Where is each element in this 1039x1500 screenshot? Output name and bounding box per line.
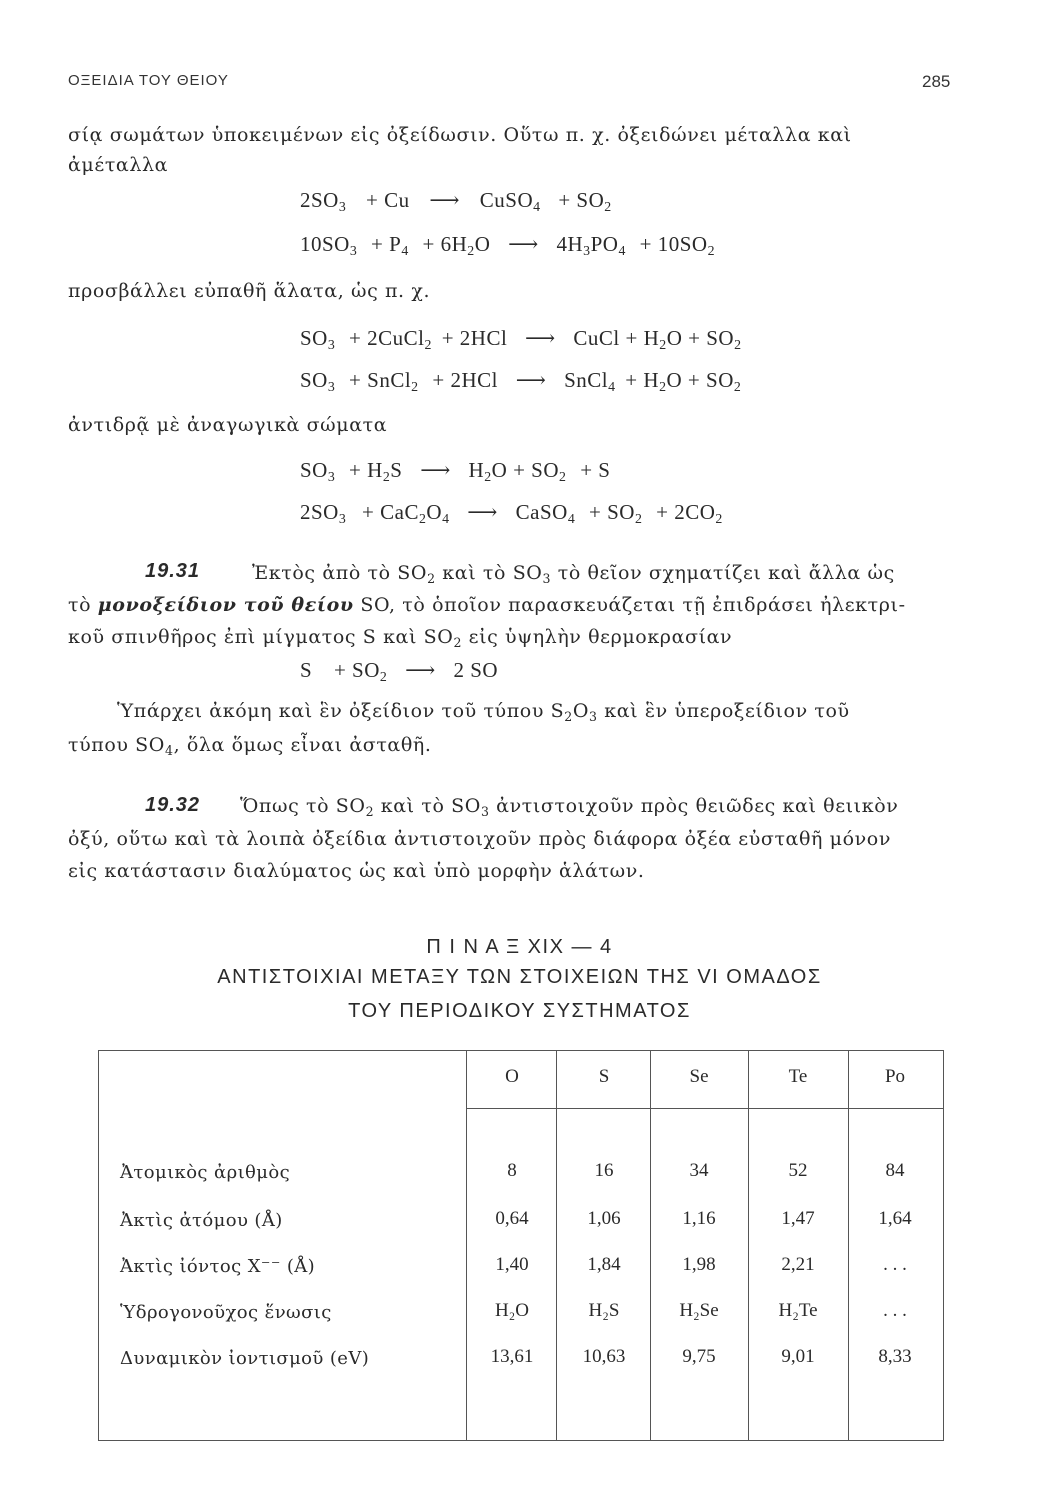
intro-line-2: ἀμέταλλα <box>68 154 169 176</box>
equation-3: $SO_3$ + 2CuCl$_2$ + 2HCl ⟶ CuCl + $H_2O + SO_2$ <box>300 326 742 353</box>
cell-value: 1,64 <box>878 1208 912 1229</box>
cell-value: H₂O <box>494 1300 530 1321</box>
row-label-atomic-radius: Ἀκτὶς ἀτόμου (Å) <box>120 1210 283 1231</box>
table-title-2: ΑΝΤΙΣΤΟΙΧΙΑΙ ΜΕΤΑΞΥ ΤΩΝ ΣΤΟΙΧΕΙΩΝ ΤΗΣ VI ΟΜΑΔΟΣ <box>217 966 822 988</box>
col-header-s: S <box>598 1066 610 1087</box>
cell-value: 2,21 <box>781 1254 815 1275</box>
cell-value: 10,63 <box>582 1346 626 1367</box>
equation-2: $10SO_3 + P_4 + 6H_2O$ ⟶ $4H_3PO_4 + 10SO_2$ <box>300 232 716 259</box>
sec-1932-line-1: Ὅπως τὸ $SO_2$ καὶ τὸ $SO_3$ ἀντιστοιχοῦν πρὸς θειῶδες καὶ θειικὸν <box>240 795 899 819</box>
text-antidra: ἀντιδρᾷ μὲ ἀναγωγικὰ σώματα <box>68 414 388 436</box>
equation-5: $SO_3 + H_2S$ ⟶ $H_2O + SO_2 + S$ <box>300 458 611 485</box>
equation-6: $2SO_3 + CaC_2O_4$ ⟶ CaSO$_4$ + $SO_2 + 2CO_2$ <box>300 500 723 527</box>
cell-value: 0,64 <box>495 1208 529 1229</box>
section-number-19-31: 19.31 <box>145 560 201 582</box>
row-label-ionization-energy: Δυναμικὸν ἰοντισμοῦ (eV) <box>120 1348 370 1369</box>
cell-value: . . . <box>883 1254 907 1275</box>
sec-1931-line-1: Ἐκτὸς ἀπὸ τὸ $SO_2$ καὶ τὸ $SO_3$ τὸ θεῖον σχηματίζει καὶ ἄλλα ὡς <box>252 562 895 586</box>
cell-value: 8 <box>507 1160 517 1181</box>
cell-value: 84 <box>885 1160 905 1181</box>
bold-term-monoxide: μονοξείδιον τοῦ θείου <box>97 594 354 616</box>
cell-value: 1,98 <box>682 1254 716 1275</box>
row-label-ionic-radius: Ἀκτὶς ἰόντος X⁻⁻ (Å) <box>120 1256 316 1277</box>
col-header-te: Te <box>788 1066 808 1087</box>
col-header-o: O <box>505 1066 519 1087</box>
intro-line-1: σίᾳ σωμάτων ὑποκειμένων εἰς ὀξείδωσιν. Οὕτω π. χ. ὀξειδώνει μέταλλα καὶ <box>68 124 852 146</box>
sec-1931-para2-line-2: τύπου $SO_4$, ὅλα ὅμως εἶναι ἀσταθῆ. <box>68 734 432 758</box>
text-prosvallei: προσβάλλει εὐπαθῆ ἅλατα, ὡς π. χ. <box>68 280 431 302</box>
row-label-atomic-number: Ἀτομικὸς ἀριθμὸς <box>120 1162 291 1183</box>
equation-4: $SO_3$ + SnCl$_2$ + 2HCl ⟶ SnCl$_4$ + $H_2O + SO_2$ <box>300 368 742 395</box>
col-header-se: Se <box>689 1066 709 1087</box>
cell-value: 13,61 <box>490 1346 534 1367</box>
cell-value: 16 <box>594 1160 614 1181</box>
cell-value: 34 <box>689 1160 709 1181</box>
cell-value: H₂Te <box>778 1300 818 1321</box>
cell-value: 1,84 <box>587 1254 621 1275</box>
cell-value: 9,75 <box>682 1346 716 1367</box>
cell-value: H₂S <box>588 1300 620 1321</box>
table-title-3: ΤΟΥ ΠΕΡΙΟΔΙΚΟΥ ΣΥΣΤΗΜΑΤΟΣ <box>348 1000 691 1022</box>
sec-1931-line-3: κοῦ σπινθῆρος ἐπὶ μίγματος S καὶ $SO_2$ εἰς ὑψηλὴν θερμοκρασίαν <box>68 626 733 650</box>
table-title-1: Π Ι Ν Α Ξ XIX — 4 <box>426 936 613 958</box>
sec-1931-para2-line-1: Ὑπάρχει ἀκόμη καὶ ἓν ὀξείδιον τοῦ τύπου $S_2O_3$ καὶ ἓν ὑπεροξείδιον τοῦ <box>117 700 850 724</box>
cell-value: 1,40 <box>495 1254 529 1275</box>
cell-value: 9,01 <box>781 1346 815 1367</box>
sec-1932-line-2: ὀξύ, οὕτω καὶ τὰ λοιπὰ ὀξείδια ἀντιστοιχοῦν πρὸς διάφορα ὀξέα εὐσταθῆ μόνον <box>68 828 891 850</box>
page-number: 285 <box>922 72 951 91</box>
sec-1931-line-2: τὸ μονοξείδιον τοῦ θείου SO, τὸ ὁποῖον παρασκευάζεται τῇ ἐπιδράσει ἠλεκτρι- <box>68 594 906 616</box>
cell-value: 1,06 <box>587 1208 621 1229</box>
cell-value: 52 <box>788 1160 808 1181</box>
equation-1: $2SO_3 + Cu$ ⟶ CuSO$_4$ + $SO_2$ <box>300 188 612 215</box>
section-number-19-32: 19.32 <box>145 794 201 816</box>
col-header-po: Po <box>884 1066 906 1087</box>
row-label-hydride: Ὑδρογονοῦχος ἕνωσις <box>120 1302 332 1323</box>
equation-7: $S + SO_2$ ⟶ 2 SO <box>300 658 499 685</box>
cell-value: 1,16 <box>682 1208 716 1229</box>
running-header: ΟΞΕΙΔΙΑ ΤΟΥ ΘΕΙΟΥ <box>68 72 229 89</box>
cell-value: . . . <box>883 1300 907 1321</box>
sec-1932-line-3: εἰς κατάστασιν διαλύματος ὡς καὶ ὑπὸ μορφὴν ἁλάτων. <box>68 860 645 882</box>
cell-value: H₂Se <box>679 1300 719 1321</box>
cell-value: 8,33 <box>878 1346 912 1367</box>
cell-value: 1,47 <box>781 1208 815 1229</box>
